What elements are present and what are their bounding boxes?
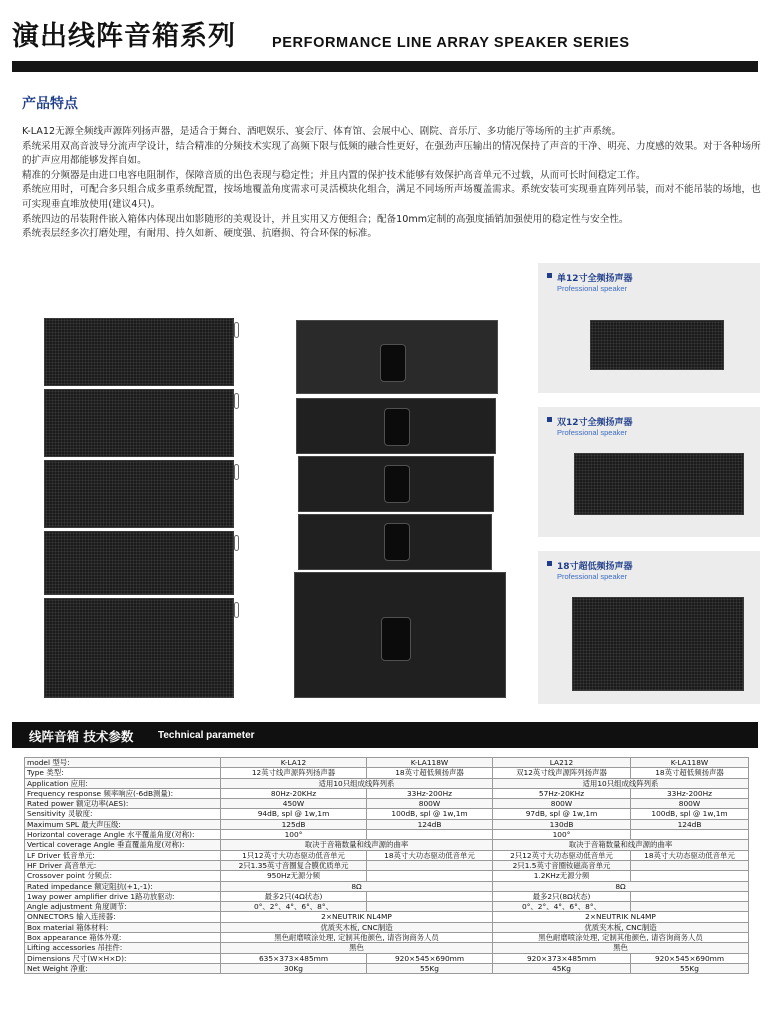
table-cell: 1.2KHz无源分频 — [493, 871, 631, 881]
rigging-handle-icon — [234, 464, 239, 480]
table-cell: 最多2只(4Ω状态) — [221, 891, 367, 901]
table-row — [25, 799, 749, 809]
table-row — [25, 860, 749, 870]
table-row — [25, 819, 749, 829]
table-cell: 100dB, spl @ 1w,1m — [631, 809, 749, 819]
table-cell: 2只1.35英寸音圈复合膜优质单元 — [221, 860, 367, 870]
table-cell: 920×545×690mm — [367, 953, 493, 963]
table-cell — [631, 860, 749, 870]
table-cell: 94dB, spl @ 1w,1m — [221, 809, 367, 819]
table-cell: 取决于音箱数量和线声源的曲率 — [493, 840, 749, 850]
speaker-image — [590, 320, 724, 370]
tech-title-en: Technical parameter — [158, 730, 255, 741]
rigging-handle-icon — [234, 322, 239, 338]
tech-title: 线阵音箱 技术参数 — [29, 729, 134, 744]
row-label: Application 应用: — [25, 778, 221, 788]
bullet-icon — [547, 273, 552, 278]
row-label: Vertical coverage Angle 垂直覆盖角度(对称): — [25, 840, 221, 850]
table-cell: 100° — [221, 830, 367, 840]
table-cell: 优质夹木板, CNC制造 — [221, 922, 493, 932]
table-cell: 8Ω — [221, 881, 493, 891]
row-label: Rated power 额定功率(AES): — [25, 799, 221, 809]
features-text — [22, 125, 762, 242]
bullet-icon — [547, 417, 552, 422]
table-cell: 1只12英寸大功态驱动低音单元 — [221, 850, 367, 860]
product-panel-dual-12 — [538, 407, 760, 537]
table-row — [25, 840, 749, 850]
row-label: Box appearance 箱体外观: — [25, 933, 221, 943]
table-cell: 100dB, spl @ 1w,1m — [367, 809, 493, 819]
table-cell: 18英寸超低频扬声器 — [367, 768, 493, 778]
table-cell — [367, 871, 493, 881]
table-cell: 45Kg — [493, 963, 631, 973]
table-cell: K-LA118W — [367, 758, 493, 768]
row-label: Type 类型: — [25, 768, 221, 778]
row-label: Rated impedance 额定阻抗(+1,-1): — [25, 881, 221, 891]
table-cell: 100° — [493, 830, 631, 840]
table-cell — [367, 902, 493, 912]
speaker-cabinet — [44, 318, 234, 386]
table-row — [25, 902, 749, 912]
table-cell: 2×NEUTRIK NL4MP — [493, 912, 749, 922]
speaker-logo-icon — [384, 408, 410, 446]
speaker-cabinet — [44, 531, 234, 595]
table-row — [25, 912, 749, 922]
table-cell: 130dB — [493, 819, 631, 829]
table-row — [25, 768, 749, 778]
table-cell: 920×545×690mm — [631, 953, 749, 963]
table-cell: 黑色耐磨喷涂处理, 定制其他颜色, 请咨询商务人员 — [493, 933, 749, 943]
table-cell: 双12英寸线声源阵列扬声器 — [493, 768, 631, 778]
table-cell: 18英寸大功态驱动低音单元 — [631, 850, 749, 860]
spec-table — [24, 757, 749, 974]
product-title: 单12寸全频扬声器 — [557, 274, 633, 284]
table-row — [25, 933, 749, 943]
row-label: 1way power amplifier drive 1路功放驱动: — [25, 891, 221, 901]
table-cell: 18英寸大功态驱动低音单元 — [367, 850, 493, 860]
features-paragraph: 系统四边的吊装附件嵌入箱体内体现出如影随形的美观设计，并且实用又方便组合；配备10mm定制的高强度插销加强使用的稳定性与安全性。 — [22, 213, 629, 225]
table-cell: 33Hz-200Hz — [631, 788, 749, 798]
table-row — [25, 871, 749, 881]
page-title: 演出线阵音箱系列 — [12, 21, 236, 52]
table-row — [25, 922, 749, 932]
row-label: Maximum SPL 最大声压级: — [25, 819, 221, 829]
speaker-cabinet — [44, 598, 234, 698]
row-label: Net Weight 净重: — [25, 963, 221, 973]
table-cell: 2×NEUTRIK NL4MP — [221, 912, 493, 922]
table-cell — [631, 830, 749, 840]
row-label: Crossover point 分频点: — [25, 871, 221, 881]
table-cell: 800W — [631, 799, 749, 809]
table-cell: 125dB — [221, 819, 367, 829]
speaker-image — [574, 453, 744, 515]
row-label: Sensitivity 灵敏度: — [25, 809, 221, 819]
row-label: Lifting accessories 吊挂件: — [25, 943, 221, 953]
table-cell — [631, 902, 749, 912]
row-label: ONNECTORS 输入连接器: — [25, 912, 221, 922]
row-label: LF Driver 低音单元: — [25, 850, 221, 860]
table-cell: 黑色 — [221, 943, 493, 953]
features-paragraph: 系统应用时，可配合多只组合成多重系统配置，按场地覆盖角度需求可灵活模块化组合，满足不同场所声场覆盖需求。系统安装可实现垂直阵列吊装，而对不能吊装的场地，也可实现垂直堆放使用(建议4只)。 — [22, 184, 761, 210]
table-row — [25, 809, 749, 819]
table-cell — [367, 830, 493, 840]
table-cell: 97dB, spl @ 1w,1m — [493, 809, 631, 819]
table-cell: 950Hz无源分频 — [221, 871, 367, 881]
table-cell: 适用10只组成线阵列系 — [493, 778, 749, 788]
rigging-handle-icon — [234, 393, 239, 409]
row-label: Angle adjustment 角度调节: — [25, 902, 221, 912]
table-row — [25, 891, 749, 901]
speaker-logo-icon — [384, 523, 410, 561]
table-cell: 18英寸超低频扬声器 — [631, 768, 749, 778]
table-cell: 2只1.5英寸音圈钕磁高音单元 — [493, 860, 631, 870]
table-row — [25, 953, 749, 963]
speaker-image — [572, 597, 744, 691]
row-label: Horizontal coverage Angle 水平覆盖角度(对称): — [25, 830, 221, 840]
features-heading: 产品特点 — [22, 96, 78, 112]
table-cell: 2只12英寸大功态驱动低音单元 — [493, 850, 631, 860]
title-divider — [12, 61, 758, 72]
table-cell: 124dB — [631, 819, 749, 829]
table-cell: 8Ω — [493, 881, 749, 891]
table-row — [25, 943, 749, 953]
features-paragraph: 系统采用双高音波导分流声学设计，结合精准的分频技术实现了高频下限与低频的融合性更好，在强劲声压输出的情况保持了声音的干净、明亮、力度感的效果。对于各种场所的扩声应用都能够发挥自如。 — [22, 140, 761, 167]
speaker-cabinet — [44, 460, 234, 528]
table-cell: 124dB — [367, 819, 493, 829]
page-title-en: PERFORMANCE LINE ARRAY SPEAKER SERIES — [272, 35, 630, 51]
table-cell: 0°、2°、4°、6°、8°、 — [221, 902, 367, 912]
table-row — [25, 788, 749, 798]
table-cell: 黑色耐磨喷涂处理, 定制其他颜色, 请咨询商务人员 — [221, 933, 493, 943]
table-row — [25, 830, 749, 840]
table-cell: 适用10只组成线阵列系 — [221, 778, 493, 788]
table-cell: 优质夹木板, CNC制造 — [493, 922, 749, 932]
table-cell: 55Kg — [631, 963, 749, 973]
product-title: 18寸超低频扬声器 — [557, 562, 633, 572]
table-cell: 450W — [221, 799, 367, 809]
table-cell: 12英寸线声源阵列扬声器 — [221, 768, 367, 778]
table-cell: 最多2只(8Ω状态) — [493, 891, 631, 901]
product-title: 双12寸全频扬声器 — [557, 418, 633, 428]
table-row — [25, 963, 749, 973]
row-label: Box material 箱体材料: — [25, 922, 221, 932]
speaker-logo-icon — [381, 617, 411, 661]
row-label: model 型号: — [25, 758, 221, 768]
table-cell — [367, 891, 493, 901]
table-cell: 80Hz-20KHz — [221, 788, 367, 798]
features-paragraph: 系统表层经多次打磨处理，有耐用、持久如新、硬度强、抗磨损、符合环保的标准。 — [22, 228, 377, 240]
table-cell: 920×373×485mm — [493, 953, 631, 963]
table-cell: 800W — [367, 799, 493, 809]
table-cell — [631, 891, 749, 901]
rigging-handle-icon — [234, 602, 239, 618]
table-cell: 800W — [493, 799, 631, 809]
product-subtitle: Professional speaker — [557, 284, 628, 293]
product-panel-18-sub — [538, 551, 760, 704]
speaker-cabinet — [44, 389, 234, 457]
table-cell — [367, 860, 493, 870]
row-label: Frequency response 频率响应(-6dB测量): — [25, 788, 221, 798]
row-label: HF Driver 高音单元: — [25, 860, 221, 870]
table-cell: 635×373×485mm — [221, 953, 367, 963]
tech-header-bar — [12, 722, 758, 748]
product-panel-single-12 — [538, 263, 760, 393]
table-cell: 30Kg — [221, 963, 367, 973]
row-label: Dimensions 尺寸(W×H×D): — [25, 953, 221, 963]
product-subtitle: Professional speaker — [557, 572, 628, 581]
table-cell: 取决于音箱数量和线声源的曲率 — [221, 840, 493, 850]
table-cell: LA212 — [493, 758, 631, 768]
table-cell — [631, 871, 749, 881]
table-cell: K-LA118W — [631, 758, 749, 768]
table-cell: 33Hz-200Hz — [367, 788, 493, 798]
table-cell: 55Kg — [367, 963, 493, 973]
speaker-logo-icon — [380, 344, 406, 382]
table-row — [25, 758, 749, 768]
features-paragraph: 精准的分频器是由进口电容电阻制作，保障音质的出色表现与稳定性；并且内置的保护技术能够有效保护高音单元不过载，从而可长时间稳定工作。 — [22, 169, 646, 181]
table-cell: 黑色 — [493, 943, 749, 953]
table-cell: 57Hz-20KHz — [493, 788, 631, 798]
table-row — [25, 778, 749, 788]
table-cell: 0°、2°、4°、6°、8°、 — [493, 902, 631, 912]
speaker-logo-icon — [384, 465, 410, 503]
table-cell: K-LA12 — [221, 758, 367, 768]
rigging-handle-icon — [234, 535, 239, 551]
product-subtitle: Professional speaker — [557, 428, 628, 437]
table-row — [25, 881, 749, 891]
table-row — [25, 850, 749, 860]
features-paragraph: K-LA12无源全频线声源阵列扬声器，是适合于舞台、酒吧娱乐、宴会厅、体育馆、会展中心、剧院、音乐厅、多功能厅等场所的主扩声系统。 — [22, 126, 622, 137]
bullet-icon — [547, 561, 552, 566]
